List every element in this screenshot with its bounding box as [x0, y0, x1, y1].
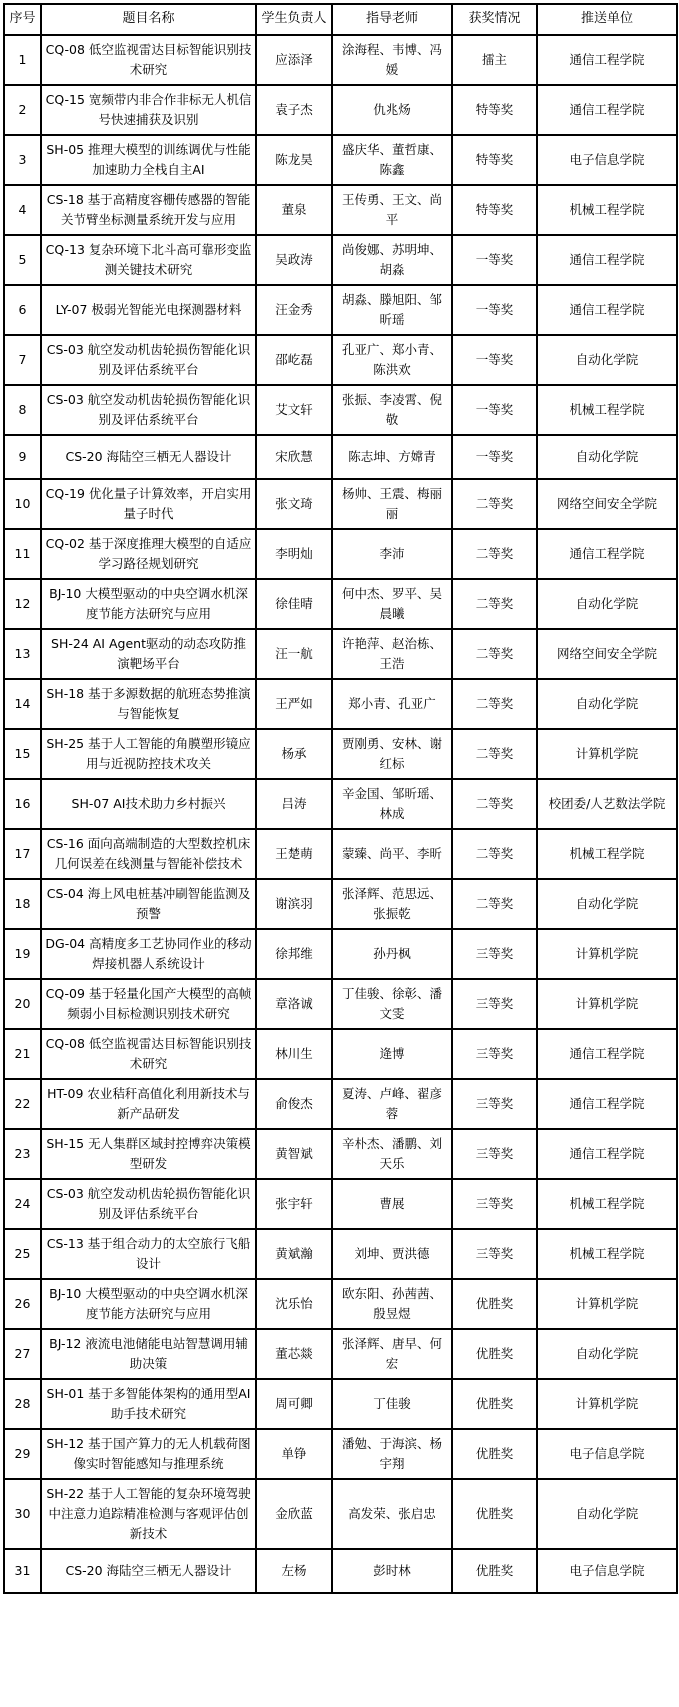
cell-title: SH-24 AI Agent驱动的动态攻防推演靶场平台	[41, 629, 256, 679]
table-row	[4, 1329, 677, 1379]
cell-title: CS-20 海陆空三栖无人器设计	[41, 1549, 256, 1593]
cell-award: 二等奖	[452, 629, 537, 679]
cell-award: 特等奖	[452, 85, 537, 135]
cell-unit: 计算机学院	[537, 1279, 677, 1329]
cell-unit: 计算机学院	[537, 929, 677, 979]
cell-unit: 网络空间安全学院	[537, 479, 677, 529]
cell-unit: 通信工程学院	[537, 1029, 677, 1079]
cell-advisors: 高发荣、张启忠	[332, 1479, 452, 1549]
cell-index: 20	[4, 979, 41, 1029]
table-body	[4, 35, 677, 1593]
table-row	[4, 335, 677, 385]
cell-title: SH-22 基于人工智能的复杂环境驾驶中注意力追踪精准检测与客观评估创新技术	[41, 1479, 256, 1549]
cell-index: 29	[4, 1429, 41, 1479]
cell-award: 二等奖	[452, 679, 537, 729]
cell-advisors: 何中杰、罗平、吴晨曦	[332, 579, 452, 629]
table-row	[4, 1079, 677, 1129]
cell-award: 优胜奖	[452, 1549, 537, 1593]
cell-index: 23	[4, 1129, 41, 1179]
table-row	[4, 779, 677, 829]
cell-index: 26	[4, 1279, 41, 1329]
cell-title: SH-01 基于多智能体架构的通用型AI助手技术研究	[41, 1379, 256, 1429]
cell-index: 17	[4, 829, 41, 879]
cell-award: 一等奖	[452, 385, 537, 435]
cell-award: 优胜奖	[452, 1479, 537, 1549]
cell-unit: 机械工程学院	[537, 185, 677, 235]
col-header-index: 序号	[4, 4, 41, 35]
cell-advisors: 盛庆华、董哲康、陈鑫	[332, 135, 452, 185]
table-row	[4, 979, 677, 1029]
cell-award: 一等奖	[452, 335, 537, 385]
cell-award: 二等奖	[452, 529, 537, 579]
cell-award: 二等奖	[452, 779, 537, 829]
cell-advisors: 蒙臻、尚平、李昕	[332, 829, 452, 879]
cell-award: 二等奖	[452, 829, 537, 879]
cell-student: 李明灿	[256, 529, 332, 579]
table-row	[4, 185, 677, 235]
cell-title: CS-20 海陆空三栖无人器设计	[41, 435, 256, 479]
awards-table	[3, 3, 678, 1594]
cell-title: BJ-12 液流电池储能电站智慧调用辅助决策	[41, 1329, 256, 1379]
cell-unit: 通信工程学院	[537, 85, 677, 135]
cell-title: SH-07 AI技术助力乡村振兴	[41, 779, 256, 829]
cell-award: 优胜奖	[452, 1429, 537, 1479]
cell-award: 二等奖	[452, 879, 537, 929]
cell-index: 30	[4, 1479, 41, 1549]
table-header	[4, 4, 677, 35]
cell-advisors: 杨帅、王震、梅丽丽	[332, 479, 452, 529]
cell-index: 7	[4, 335, 41, 385]
cell-advisors: 逄博	[332, 1029, 452, 1079]
cell-student: 左杨	[256, 1549, 332, 1593]
cell-award: 优胜奖	[452, 1379, 537, 1429]
cell-title: CS-16 面向高端制造的大型数控机床几何误差在线测量与智能补偿技术	[41, 829, 256, 879]
cell-student: 周可卿	[256, 1379, 332, 1429]
cell-title: HT-09 农业秸秆高值化利用新技术与新产品研发	[41, 1079, 256, 1129]
cell-student: 袁子杰	[256, 85, 332, 135]
cell-award: 一等奖	[452, 285, 537, 335]
table-row	[4, 879, 677, 929]
cell-award: 擂主	[452, 35, 537, 85]
cell-award: 一等奖	[452, 435, 537, 479]
cell-student: 邵屹磊	[256, 335, 332, 385]
cell-title: BJ-10 大模型驱动的中央空调水机深度节能方法研究与应用	[41, 1279, 256, 1329]
cell-student: 徐佳晴	[256, 579, 332, 629]
cell-student: 黄斌瀚	[256, 1229, 332, 1279]
col-header-student: 学生负责人	[256, 4, 332, 35]
cell-index: 1	[4, 35, 41, 85]
table-row	[4, 35, 677, 85]
cell-title: CS-04 海上风电桩基冲刷智能监测及预警	[41, 879, 256, 929]
table-row	[4, 1129, 677, 1179]
cell-award: 三等奖	[452, 929, 537, 979]
cell-title: CQ-08 低空监视雷达目标智能识别技术研究	[41, 35, 256, 85]
header-row	[4, 4, 677, 35]
cell-student: 董泉	[256, 185, 332, 235]
cell-student: 章洛诚	[256, 979, 332, 1029]
cell-title: CQ-02 基于深度推理大模型的自适应学习路径规划研究	[41, 529, 256, 579]
cell-unit: 电子信息学院	[537, 1429, 677, 1479]
cell-title: CQ-08 低空监视雷达目标智能识别技术研究	[41, 1029, 256, 1079]
cell-unit: 校团委/人艺数法学院	[537, 779, 677, 829]
table-row	[4, 1029, 677, 1079]
cell-student: 王楚萌	[256, 829, 332, 879]
cell-title: CS-18 基于高精度容栅传感器的智能关节臂坐标测量系统开发与应用	[41, 185, 256, 235]
col-header-title: 题目名称	[41, 4, 256, 35]
cell-student: 王严如	[256, 679, 332, 729]
cell-unit: 自动化学院	[537, 579, 677, 629]
cell-advisors: 贾刚勇、安林、谢红标	[332, 729, 452, 779]
cell-index: 12	[4, 579, 41, 629]
table-row	[4, 479, 677, 529]
cell-index: 6	[4, 285, 41, 335]
cell-award: 三等奖	[452, 1029, 537, 1079]
cell-student: 林川生	[256, 1029, 332, 1079]
table-row	[4, 385, 677, 435]
cell-advisors: 许艳萍、赵治栋、王浩	[332, 629, 452, 679]
cell-index: 10	[4, 479, 41, 529]
cell-award: 特等奖	[452, 185, 537, 235]
cell-student: 张宇轩	[256, 1179, 332, 1229]
table-row	[4, 1429, 677, 1479]
cell-index: 28	[4, 1379, 41, 1429]
cell-index: 19	[4, 929, 41, 979]
cell-award: 三等奖	[452, 1129, 537, 1179]
table-row	[4, 1379, 677, 1429]
cell-student: 应添泽	[256, 35, 332, 85]
cell-index: 25	[4, 1229, 41, 1279]
cell-unit: 自动化学院	[537, 679, 677, 729]
cell-advisors: 张振、李凌霄、倪敬	[332, 385, 452, 435]
cell-student: 吴政涛	[256, 235, 332, 285]
cell-award: 二等奖	[452, 729, 537, 779]
cell-title: SH-18 基于多源数据的航班态势推演与智能恢复	[41, 679, 256, 729]
table-row	[4, 1479, 677, 1549]
table-row	[4, 729, 677, 779]
cell-title: BJ-10 大模型驱动的中央空调水机深度节能方法研究与应用	[41, 579, 256, 629]
cell-unit: 通信工程学院	[537, 529, 677, 579]
cell-advisors: 郑小青、孔亚广	[332, 679, 452, 729]
cell-advisors: 李沛	[332, 529, 452, 579]
cell-unit: 通信工程学院	[537, 1129, 677, 1179]
table-row	[4, 529, 677, 579]
cell-advisors: 胡淼、滕旭阳、邹昕瑶	[332, 285, 452, 335]
cell-title: CQ-13 复杂环境下北斗高可靠形变监测关键技术研究	[41, 235, 256, 285]
cell-title: DG-04 高精度多工艺协同作业的移动焊接机器人系统设计	[41, 929, 256, 979]
cell-advisors: 涂海程、韦博、冯媛	[332, 35, 452, 85]
cell-title: LY-07 极弱光智能光电探测器材料	[41, 285, 256, 335]
cell-student: 张文琦	[256, 479, 332, 529]
cell-index: 27	[4, 1329, 41, 1379]
cell-index: 22	[4, 1079, 41, 1129]
cell-advisors: 丁佳骏	[332, 1379, 452, 1429]
cell-advisors: 曹展	[332, 1179, 452, 1229]
cell-unit: 自动化学院	[537, 1479, 677, 1549]
cell-index: 14	[4, 679, 41, 729]
table-row	[4, 929, 677, 979]
cell-advisors: 彭时林	[332, 1549, 452, 1593]
cell-student: 宋欣慧	[256, 435, 332, 479]
cell-unit: 机械工程学院	[537, 829, 677, 879]
cell-index: 9	[4, 435, 41, 479]
cell-title: CQ-09 基于轻量化国产大模型的高帧频弱小目标检测识别技术研究	[41, 979, 256, 1029]
cell-advisors: 仇兆炀	[332, 85, 452, 135]
cell-title: SH-25 基于人工智能的角膜塑形镜应用与近视防控技术攻关	[41, 729, 256, 779]
cell-student: 金欣蓝	[256, 1479, 332, 1549]
cell-unit: 通信工程学院	[537, 235, 677, 285]
cell-index: 21	[4, 1029, 41, 1079]
cell-advisors: 孔亚广、郑小青、陈洪欢	[332, 335, 452, 385]
cell-student: 谢滨羽	[256, 879, 332, 929]
cell-advisors: 王传勇、王文、尚平	[332, 185, 452, 235]
cell-title: CS-13 基于组合动力的太空旅行飞船设计	[41, 1229, 256, 1279]
cell-title: SH-05 推理大模型的训练调优与性能加速助力全栈自主AI	[41, 135, 256, 185]
cell-advisors: 张泽辉、范思远、张振乾	[332, 879, 452, 929]
cell-advisors: 欧东阳、孙茜茜、殷昱煜	[332, 1279, 452, 1329]
table-row	[4, 1279, 677, 1329]
cell-index: 2	[4, 85, 41, 135]
cell-student: 陈龙昊	[256, 135, 332, 185]
cell-unit: 机械工程学院	[537, 1179, 677, 1229]
cell-index: 18	[4, 879, 41, 929]
cell-unit: 自动化学院	[537, 879, 677, 929]
cell-title: CS-03 航空发动机齿轮损伤智能化识别及评估系统平台	[41, 1179, 256, 1229]
cell-award: 一等奖	[452, 235, 537, 285]
table-row	[4, 579, 677, 629]
cell-advisors: 张泽辉、唐早、何宏	[332, 1329, 452, 1379]
cell-unit: 通信工程学院	[537, 285, 677, 335]
cell-index: 8	[4, 385, 41, 435]
cell-advisors: 丁佳骏、徐彰、潘文雯	[332, 979, 452, 1029]
cell-advisors: 刘坤、贾洪德	[332, 1229, 452, 1279]
cell-award: 二等奖	[452, 579, 537, 629]
cell-index: 3	[4, 135, 41, 185]
cell-index: 13	[4, 629, 41, 679]
col-header-unit: 推送单位	[537, 4, 677, 35]
cell-student: 单铮	[256, 1429, 332, 1479]
table-row	[4, 1549, 677, 1593]
cell-award: 特等奖	[452, 135, 537, 185]
table-row	[4, 1229, 677, 1279]
cell-unit: 自动化学院	[537, 1329, 677, 1379]
cell-advisors: 孙丹枫	[332, 929, 452, 979]
cell-unit: 计算机学院	[537, 729, 677, 779]
cell-advisors: 潘勉、于海滨、杨宇翔	[332, 1429, 452, 1479]
cell-student: 吕涛	[256, 779, 332, 829]
table-row	[4, 1179, 677, 1229]
cell-index: 16	[4, 779, 41, 829]
cell-advisors: 辛朴杰、潘鹏、刘天乐	[332, 1129, 452, 1179]
cell-award: 二等奖	[452, 479, 537, 529]
cell-unit: 电子信息学院	[537, 135, 677, 185]
cell-student: 汪金秀	[256, 285, 332, 335]
cell-award: 优胜奖	[452, 1329, 537, 1379]
cell-index: 5	[4, 235, 41, 285]
cell-student: 艾文轩	[256, 385, 332, 435]
cell-unit: 机械工程学院	[537, 385, 677, 435]
table-row	[4, 829, 677, 879]
cell-unit: 通信工程学院	[537, 1079, 677, 1129]
table-row	[4, 85, 677, 135]
cell-title: CQ-15 宽频带内非合作非标无人机信号快速捕获及识别	[41, 85, 256, 135]
cell-unit: 计算机学院	[537, 979, 677, 1029]
cell-advisors: 尚俊娜、苏明坤、胡淼	[332, 235, 452, 285]
cell-advisors: 辛金国、邹昕瑶、林成	[332, 779, 452, 829]
table-row	[4, 135, 677, 185]
cell-student: 汪一航	[256, 629, 332, 679]
cell-unit: 机械工程学院	[537, 1229, 677, 1279]
cell-title: SH-15 无人集群区域封控博弈决策模型研发	[41, 1129, 256, 1179]
cell-unit: 自动化学院	[537, 335, 677, 385]
cell-title: SH-12 基于国产算力的无人机载荷图像实时智能感知与推理系统	[41, 1429, 256, 1479]
col-header-award: 获奖情况	[452, 4, 537, 35]
cell-title: CQ-19 优化量子计算效率，开启实用量子时代	[41, 479, 256, 529]
cell-title: CS-03 航空发动机齿轮损伤智能化识别及评估系统平台	[41, 385, 256, 435]
cell-unit: 网络空间安全学院	[537, 629, 677, 679]
cell-student: 徐邦维	[256, 929, 332, 979]
cell-unit: 自动化学院	[537, 435, 677, 479]
cell-index: 24	[4, 1179, 41, 1229]
cell-award: 三等奖	[452, 1179, 537, 1229]
cell-award: 三等奖	[452, 1229, 537, 1279]
cell-student: 沈乐怡	[256, 1279, 332, 1329]
table-row	[4, 629, 677, 679]
cell-index: 15	[4, 729, 41, 779]
cell-award: 三等奖	[452, 979, 537, 1029]
cell-student: 杨承	[256, 729, 332, 779]
table-row	[4, 235, 677, 285]
cell-student: 俞俊杰	[256, 1079, 332, 1129]
table-row	[4, 435, 677, 479]
cell-advisors: 夏涛、卢峰、翟彦蓉	[332, 1079, 452, 1129]
cell-student: 董芯燚	[256, 1329, 332, 1379]
cell-index: 31	[4, 1549, 41, 1593]
cell-award: 三等奖	[452, 1079, 537, 1129]
table-row	[4, 285, 677, 335]
cell-award: 优胜奖	[452, 1279, 537, 1329]
cell-unit: 通信工程学院	[537, 35, 677, 85]
cell-advisors: 陈志坤、方嫦青	[332, 435, 452, 479]
table-row	[4, 679, 677, 729]
cell-unit: 计算机学院	[537, 1379, 677, 1429]
col-header-advisors: 指导老师	[332, 4, 452, 35]
cell-index: 4	[4, 185, 41, 235]
cell-unit: 电子信息学院	[537, 1549, 677, 1593]
cell-index: 11	[4, 529, 41, 579]
cell-title: CS-03 航空发动机齿轮损伤智能化识别及评估系统平台	[41, 335, 256, 385]
cell-student: 黄智斌	[256, 1129, 332, 1179]
